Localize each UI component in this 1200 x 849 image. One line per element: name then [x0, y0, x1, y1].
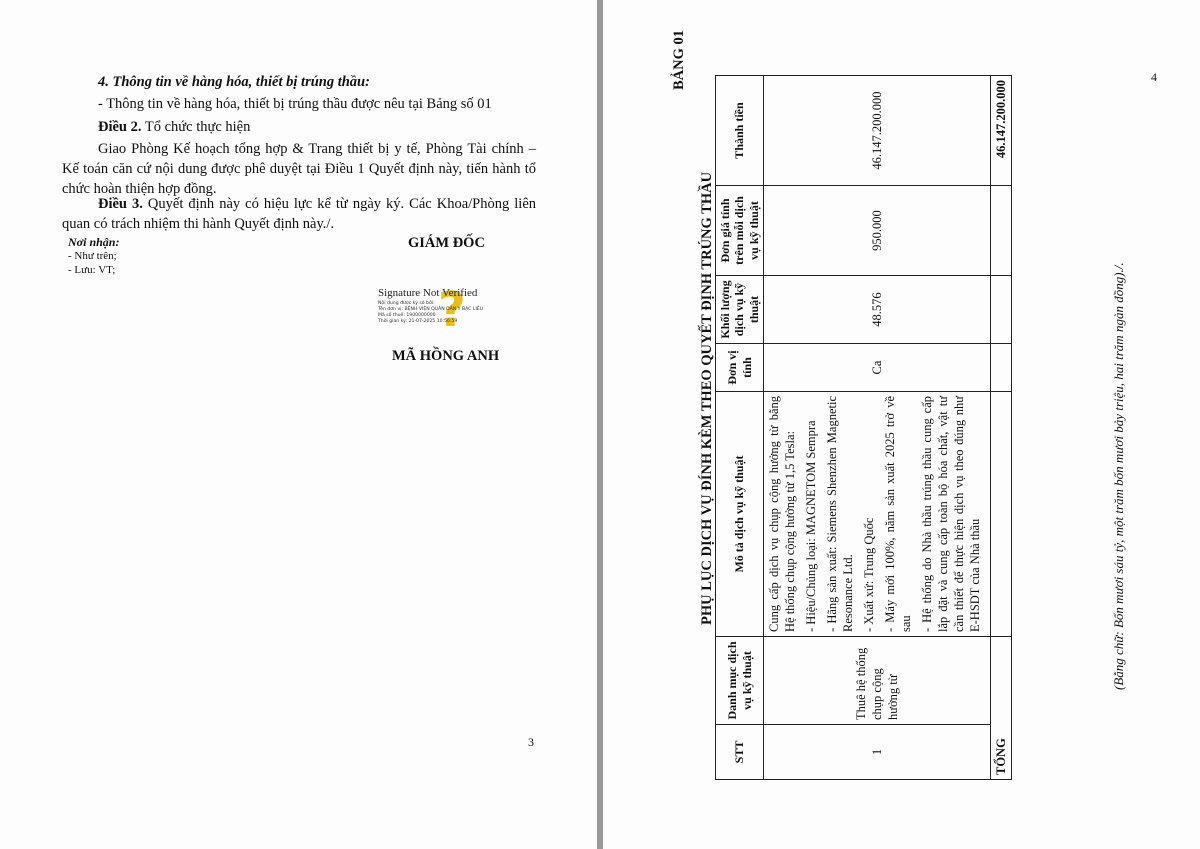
desc-line: - Xuất xứ: Trung Quốc	[862, 517, 877, 632]
cell-don-vi: Ca	[764, 344, 991, 392]
document-page-3	[0, 0, 597, 849]
signature-detail-4: Thời gian ký: 21-07-2025 10:56:59	[378, 319, 458, 324]
dieu-3-label: Điều 3.	[98, 196, 143, 212]
signer-name: MÃ HỒNG ANH	[392, 348, 500, 364]
cell-khoi-luong: 48.576	[764, 276, 991, 344]
table-row	[764, 76, 991, 780]
noi-nhan-item-1: - Như trên;	[68, 250, 117, 262]
total-value: 46.147.200.000	[991, 76, 1012, 186]
annex-title: PHỤ LỤC DỊCH VỤ ĐÍNH KÈM THEO QUYẾT ĐỊNH TRÚNG THẦU	[699, 171, 715, 625]
table-label: BẢNG 01	[671, 29, 687, 90]
signer-title: GIÁM ĐỐC	[408, 235, 485, 251]
dieu-2-title: Tổ chức thực hiện	[141, 119, 251, 135]
signature-detail-1: Nội dung được ký số bởi:	[378, 301, 435, 306]
dieu-3-body: Quyết định này có hiệu lực kể từ ngày ký. Các Khoa/Phòng liên quan có trách nhiệm thi hành Quyết định này./.	[62, 196, 537, 232]
desc-line: - Hãng sản xuất: Siemens Shenzhen Magnetic Resonance Ltd.	[825, 396, 856, 632]
cell-stt: 1	[764, 725, 991, 780]
section-line: - Thông tin về hàng hóa, thiết bị trúng thầu được nêu tại Bảng số 01	[98, 96, 492, 112]
digital-signature-block	[376, 282, 526, 338]
amount-in-words: (Bằng chữ: Bốn mươi sáu tỷ, một trăm bốn mươi bảy triệu, hai trăm ngàn đồng)./.	[1111, 262, 1126, 690]
desc-line: - Máy mới 100%, năm sản xuất 2025 trở về sau	[883, 396, 914, 632]
cell-danh-muc: Thuê hệ thống chụp cộng hưởng từ	[764, 637, 991, 725]
noi-nhan-title: Nơi nhận:	[68, 235, 120, 249]
dieu-3-paragraph	[62, 194, 536, 234]
header-thanh-tien: Thành tiền	[716, 76, 764, 186]
header-stt: STT	[716, 725, 764, 780]
page-number: 3	[528, 735, 534, 749]
table-total-row	[991, 76, 1012, 780]
header-don-vi: Đơn vị tính	[716, 344, 764, 392]
header-mo-ta: Mô tả dịch vụ kỹ thuật	[716, 392, 764, 637]
signature-detail-2: Tên đơn vị: BỆNH VIỆN QUÂN DÂN Y BẠC LIÊU	[378, 307, 484, 312]
dieu-2-body: Giao Phòng Kế hoạch tổng hợp & Trang thiết bị y tế, Phòng Tài chính – Kế toán căn cứ nội dung được phê duyệt tại Điều 1 Quyết định này, tiến hành tổ chức hoàn thiện hợp đồng.	[62, 141, 536, 197]
section-heading: 4. Thông tin về hàng hóa, thiết bị trúng thầu:	[98, 74, 370, 90]
noi-nhan-item-2: - Lưu: VT;	[68, 264, 116, 276]
header-danh-muc: Danh mục dịch vụ kỹ thuật	[716, 637, 764, 725]
page-number: 4	[1151, 70, 1157, 84]
annex-table	[715, 75, 1012, 780]
cell-thanh-tien: 46.147.200.000	[764, 76, 991, 186]
total-empty-cell	[991, 186, 1012, 276]
signature-unverified-icon: ?	[438, 282, 466, 338]
total-label: TỔNG	[991, 637, 1012, 780]
rotated-annex	[663, 0, 1133, 780]
desc-line: - Hệ thống do Nhà thầu trúng thầu cung cấp lắp đặt và cung cấp toàn bộ hóa chất, vật tư cần thiết để thực hiện dịch vụ theo đúng như E-HSDT của Nhà thầu	[920, 396, 983, 632]
signature-detail-3: Mã số thuế: 1900000000	[378, 313, 436, 318]
cell-mo-ta	[764, 392, 991, 637]
desc-line: Cung cấp dịch vụ chụp cộng hưởng từ bằng Hệ thống chụp cộng hưởng từ 1,5 Tesla:	[767, 396, 798, 632]
total-empty-cell	[991, 276, 1012, 344]
header-khoi-luong: Khối lượng dịch vụ kỹ thuật	[716, 276, 764, 344]
dieu-2-heading	[98, 117, 250, 137]
dieu-2-label: Điều 2.	[98, 119, 142, 135]
header-don-gia: Đơn giá tính trên mỗi dịch vụ kỹ thuật	[716, 186, 764, 276]
table-header-row	[716, 76, 764, 780]
signature-status: Signature Not Verified	[378, 287, 478, 299]
document-page-4	[603, 0, 1200, 849]
desc-line: - Hiệu/Chủng loại: MAGNETOM Sempra	[804, 420, 819, 632]
cell-don-gia: 950.000	[764, 186, 991, 276]
total-empty-cell	[991, 344, 1012, 392]
total-empty-cell	[991, 392, 1012, 637]
